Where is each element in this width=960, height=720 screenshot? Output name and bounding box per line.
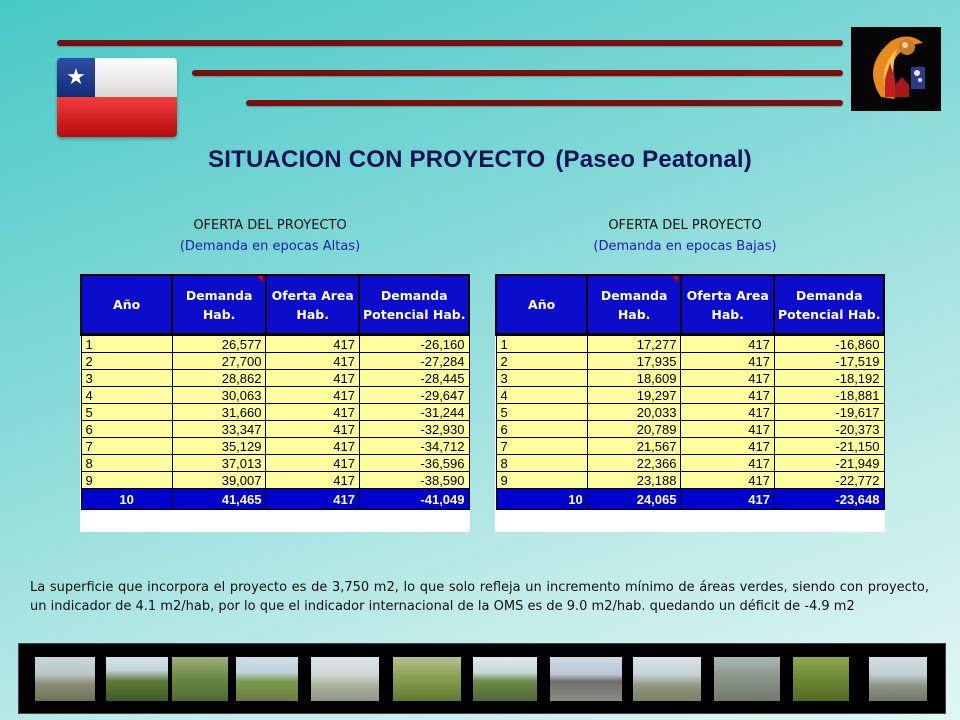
table-row [496, 455, 884, 472]
table-right-caption [565, 215, 805, 257]
cell-year: 5 [81, 404, 172, 421]
cell-demand: 23,188 [587, 472, 681, 489]
page-title-main: SITUACION CON PROYECTO [208, 146, 546, 173]
table-total-row [496, 489, 884, 510]
table-right-caption-line1: OFERTA DEL PROYECTO [608, 218, 762, 233]
cell-potential: -28,445 [359, 370, 469, 387]
column-header-year: Año [81, 275, 172, 335]
cell-potential: -19,617 [774, 404, 884, 421]
cell-potential: -32,930 [359, 421, 469, 438]
cell-demand: 31,660 [172, 404, 266, 421]
cell-demand: 19,297 [587, 387, 681, 404]
cell-year: 4 [496, 387, 587, 404]
table-row [81, 455, 469, 472]
cell-offer: 417 [266, 472, 359, 489]
table-header-row [81, 275, 469, 335]
cell-demand: 30,063 [172, 387, 266, 404]
photo-strip [19, 644, 945, 713]
cell-potential: -31,244 [359, 404, 469, 421]
photo-thumbnail [35, 657, 95, 701]
cell-year: 2 [496, 353, 587, 370]
cell-demand: 18,609 [587, 370, 681, 387]
table-row [496, 387, 884, 404]
cell-demand: 26,577 [172, 335, 266, 353]
cell-offer: 417 [266, 489, 359, 510]
column-header-offer: Oferta Area Hab. [681, 275, 774, 335]
cell-year: 5 [496, 404, 587, 421]
cell-year: 10 [496, 489, 587, 510]
cell-demand: 39,007 [172, 472, 266, 489]
photo-thumbnail [172, 657, 228, 701]
page-title-sub: (Paseo Peatonal) [555, 146, 752, 173]
decorative-bar-bottom [246, 100, 843, 106]
page-title [0, 146, 960, 174]
column-header-year: Año [496, 275, 587, 335]
photo-thumbnail [393, 657, 461, 701]
cell-year: 7 [81, 438, 172, 455]
cell-offer: 417 [266, 387, 359, 404]
cell-demand: 35,129 [172, 438, 266, 455]
cell-potential: -36,596 [359, 455, 469, 472]
table-row [81, 472, 469, 489]
cell-year: 8 [496, 455, 587, 472]
cell-demand: 17,277 [587, 335, 681, 353]
cell-demand: 41,465 [172, 489, 266, 510]
photo-thumbnail [550, 657, 622, 701]
column-header-potential-demand: Demanda Potencial Hab. [359, 275, 469, 335]
cell-year: 9 [496, 472, 587, 489]
cell-offer: 417 [681, 489, 774, 510]
decorative-bar-top [57, 40, 843, 46]
cell-year: 4 [81, 387, 172, 404]
table-row [496, 421, 884, 438]
table-row [496, 353, 884, 370]
cell-year: 9 [81, 472, 172, 489]
cell-demand: 22,366 [587, 455, 681, 472]
cell-offer: 417 [266, 353, 359, 370]
table-row [81, 404, 469, 421]
cell-potential: -18,881 [774, 387, 884, 404]
table-row [496, 438, 884, 455]
column-header-potential-demand: Demanda Potencial Hab. [774, 275, 884, 335]
cell-offer: 417 [681, 353, 774, 370]
cell-demand: 27,700 [172, 353, 266, 370]
cell-offer: 417 [681, 387, 774, 404]
cell-offer: 417 [681, 370, 774, 387]
cell-demand: 33,347 [172, 421, 266, 438]
cell-year: 8 [81, 455, 172, 472]
decorative-bar-middle [192, 70, 843, 76]
column-header-demand-text: Demanda Hab. [185, 287, 253, 322]
column-header-demand [587, 275, 681, 335]
cell-offer: 417 [681, 455, 774, 472]
table-header-row [496, 275, 884, 335]
cell-potential: -20,373 [774, 421, 884, 438]
table-left-caption-line1: OFERTA DEL PROYECTO [193, 218, 347, 233]
table-row [81, 353, 469, 370]
cell-potential: -21,949 [774, 455, 884, 472]
photo-thumbnail [311, 657, 379, 701]
cell-year: 7 [496, 438, 587, 455]
column-header-demand [172, 275, 266, 335]
cell-potential: -29,647 [359, 387, 469, 404]
cell-demand: 20,033 [587, 404, 681, 421]
cell-offer: 417 [266, 404, 359, 421]
cell-potential: -21,150 [774, 438, 884, 455]
column-header-demand-text: Demanda Hab. [600, 287, 668, 322]
table-row [81, 387, 469, 404]
column-header-offer: Oferta Area Hab. [266, 275, 359, 335]
summary-paragraph: La superficie que incorpora el proyecto es de 3,750 m2, lo que solo refleja un incremento mínimo de áreas verdes, siendo con proyecto, un indicador de 4.1 m2/hab, por lo que el indicador internacional de la OMS es de 9.0 m2/hab. quedando un déficit de -4.9 m2 [30, 580, 929, 614]
photo-thumbnail [473, 657, 537, 701]
cell-potential: -26,160 [359, 335, 469, 353]
cell-potential: -16,860 [774, 335, 884, 353]
cell-potential: -41,049 [359, 489, 469, 510]
table-row [81, 335, 469, 353]
municipal-logo-icon [851, 27, 941, 111]
demand-table-high [80, 274, 470, 532]
cell-demand: 37,013 [172, 455, 266, 472]
cell-demand: 17,935 [587, 353, 681, 370]
cell-demand: 24,065 [587, 489, 681, 510]
table-row [81, 370, 469, 387]
cell-potential: -23,648 [774, 489, 884, 510]
cell-potential: -38,590 [359, 472, 469, 489]
cell-demand: 21,567 [587, 438, 681, 455]
cell-potential: -17,519 [774, 353, 884, 370]
photo-thumbnail [714, 657, 780, 701]
cell-offer: 417 [266, 335, 359, 353]
table-left-caption [150, 215, 390, 257]
table-row [81, 421, 469, 438]
table-row [496, 370, 884, 387]
cell-demand: 20,789 [587, 421, 681, 438]
table-right-caption-line2: (Demanda en epocas Bajas) [593, 239, 777, 254]
photo-thumbnail [633, 657, 701, 701]
cell-offer: 417 [266, 455, 359, 472]
cell-demand: 28,862 [172, 370, 266, 387]
cell-year: 10 [81, 489, 172, 510]
photo-thumbnail [236, 657, 298, 701]
cell-offer: 417 [681, 472, 774, 489]
cell-potential: -34,712 [359, 438, 469, 455]
table-left-caption-line2: (Demanda en epocas Altas) [179, 239, 361, 254]
cell-offer: 417 [681, 421, 774, 438]
cell-year: 2 [81, 353, 172, 370]
cell-offer: 417 [266, 370, 359, 387]
table-row [496, 472, 884, 489]
chile-flag-icon: ★ [57, 58, 177, 137]
demand-table-low [495, 274, 885, 532]
cell-potential: -22,772 [774, 472, 884, 489]
cell-year: 1 [81, 335, 172, 353]
cell-offer: 417 [266, 438, 359, 455]
cell-year: 6 [496, 421, 587, 438]
cell-year: 3 [496, 370, 587, 387]
cell-offer: 417 [681, 335, 774, 353]
photo-thumbnail [869, 657, 927, 701]
cell-offer: 417 [681, 404, 774, 421]
table-row [81, 438, 469, 455]
cell-potential: -27,284 [359, 353, 469, 370]
table-total-row [81, 489, 469, 510]
cell-year: 3 [81, 370, 172, 387]
table-row [496, 335, 884, 353]
cell-potential: -18,192 [774, 370, 884, 387]
cell-offer: 417 [266, 421, 359, 438]
photo-thumbnail [106, 657, 168, 701]
table-row [496, 404, 884, 421]
cell-year: 6 [81, 421, 172, 438]
cell-year: 1 [496, 335, 587, 353]
photo-thumbnail [793, 657, 849, 701]
cell-offer: 417 [681, 438, 774, 455]
